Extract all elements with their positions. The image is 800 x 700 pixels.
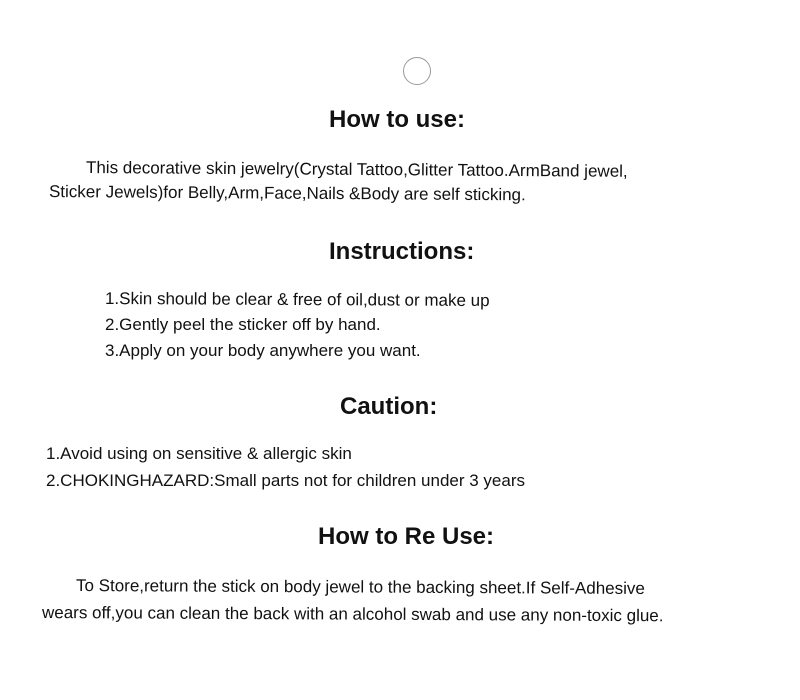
hang-hole bbox=[403, 57, 431, 85]
reuse-line: To Store,return the stick on body jewel to the backing sheet.If Self-Adhesive bbox=[75, 576, 645, 598]
reuse-line: wears off,you can clean the back with an alcohol swab and use any non-toxic glue. bbox=[41, 603, 664, 626]
caution-item: 2.CHOKINGHAZARD:Small parts not for children under 3 years bbox=[46, 471, 526, 490]
caution-heading: Caution: bbox=[340, 393, 438, 420]
caution-item: 1.Avoid using on sensitive & allergic skin bbox=[46, 444, 352, 463]
intro-line: Sticker Jewels)for Belly,Arm,Face,Nails &Body are self sticking. bbox=[48, 182, 526, 205]
instruction-item: 1.Skin should be clear & free of oil,dust or make up bbox=[104, 289, 490, 311]
instruction-item: 3.Apply on your body anywhere you want. bbox=[105, 341, 421, 360]
instructions-heading: Instructions: bbox=[329, 238, 475, 265]
how-to-use-heading: How to use: bbox=[329, 106, 465, 133]
intro-line: This decorative skin jewelry(Crystal Tattoo,Glitter Tattoo.ArmBand jewel, bbox=[85, 158, 628, 181]
instruction-item: 2.Gently peel the sticker off by hand. bbox=[105, 315, 381, 334]
reuse-heading: How to Re Use: bbox=[318, 523, 495, 550]
